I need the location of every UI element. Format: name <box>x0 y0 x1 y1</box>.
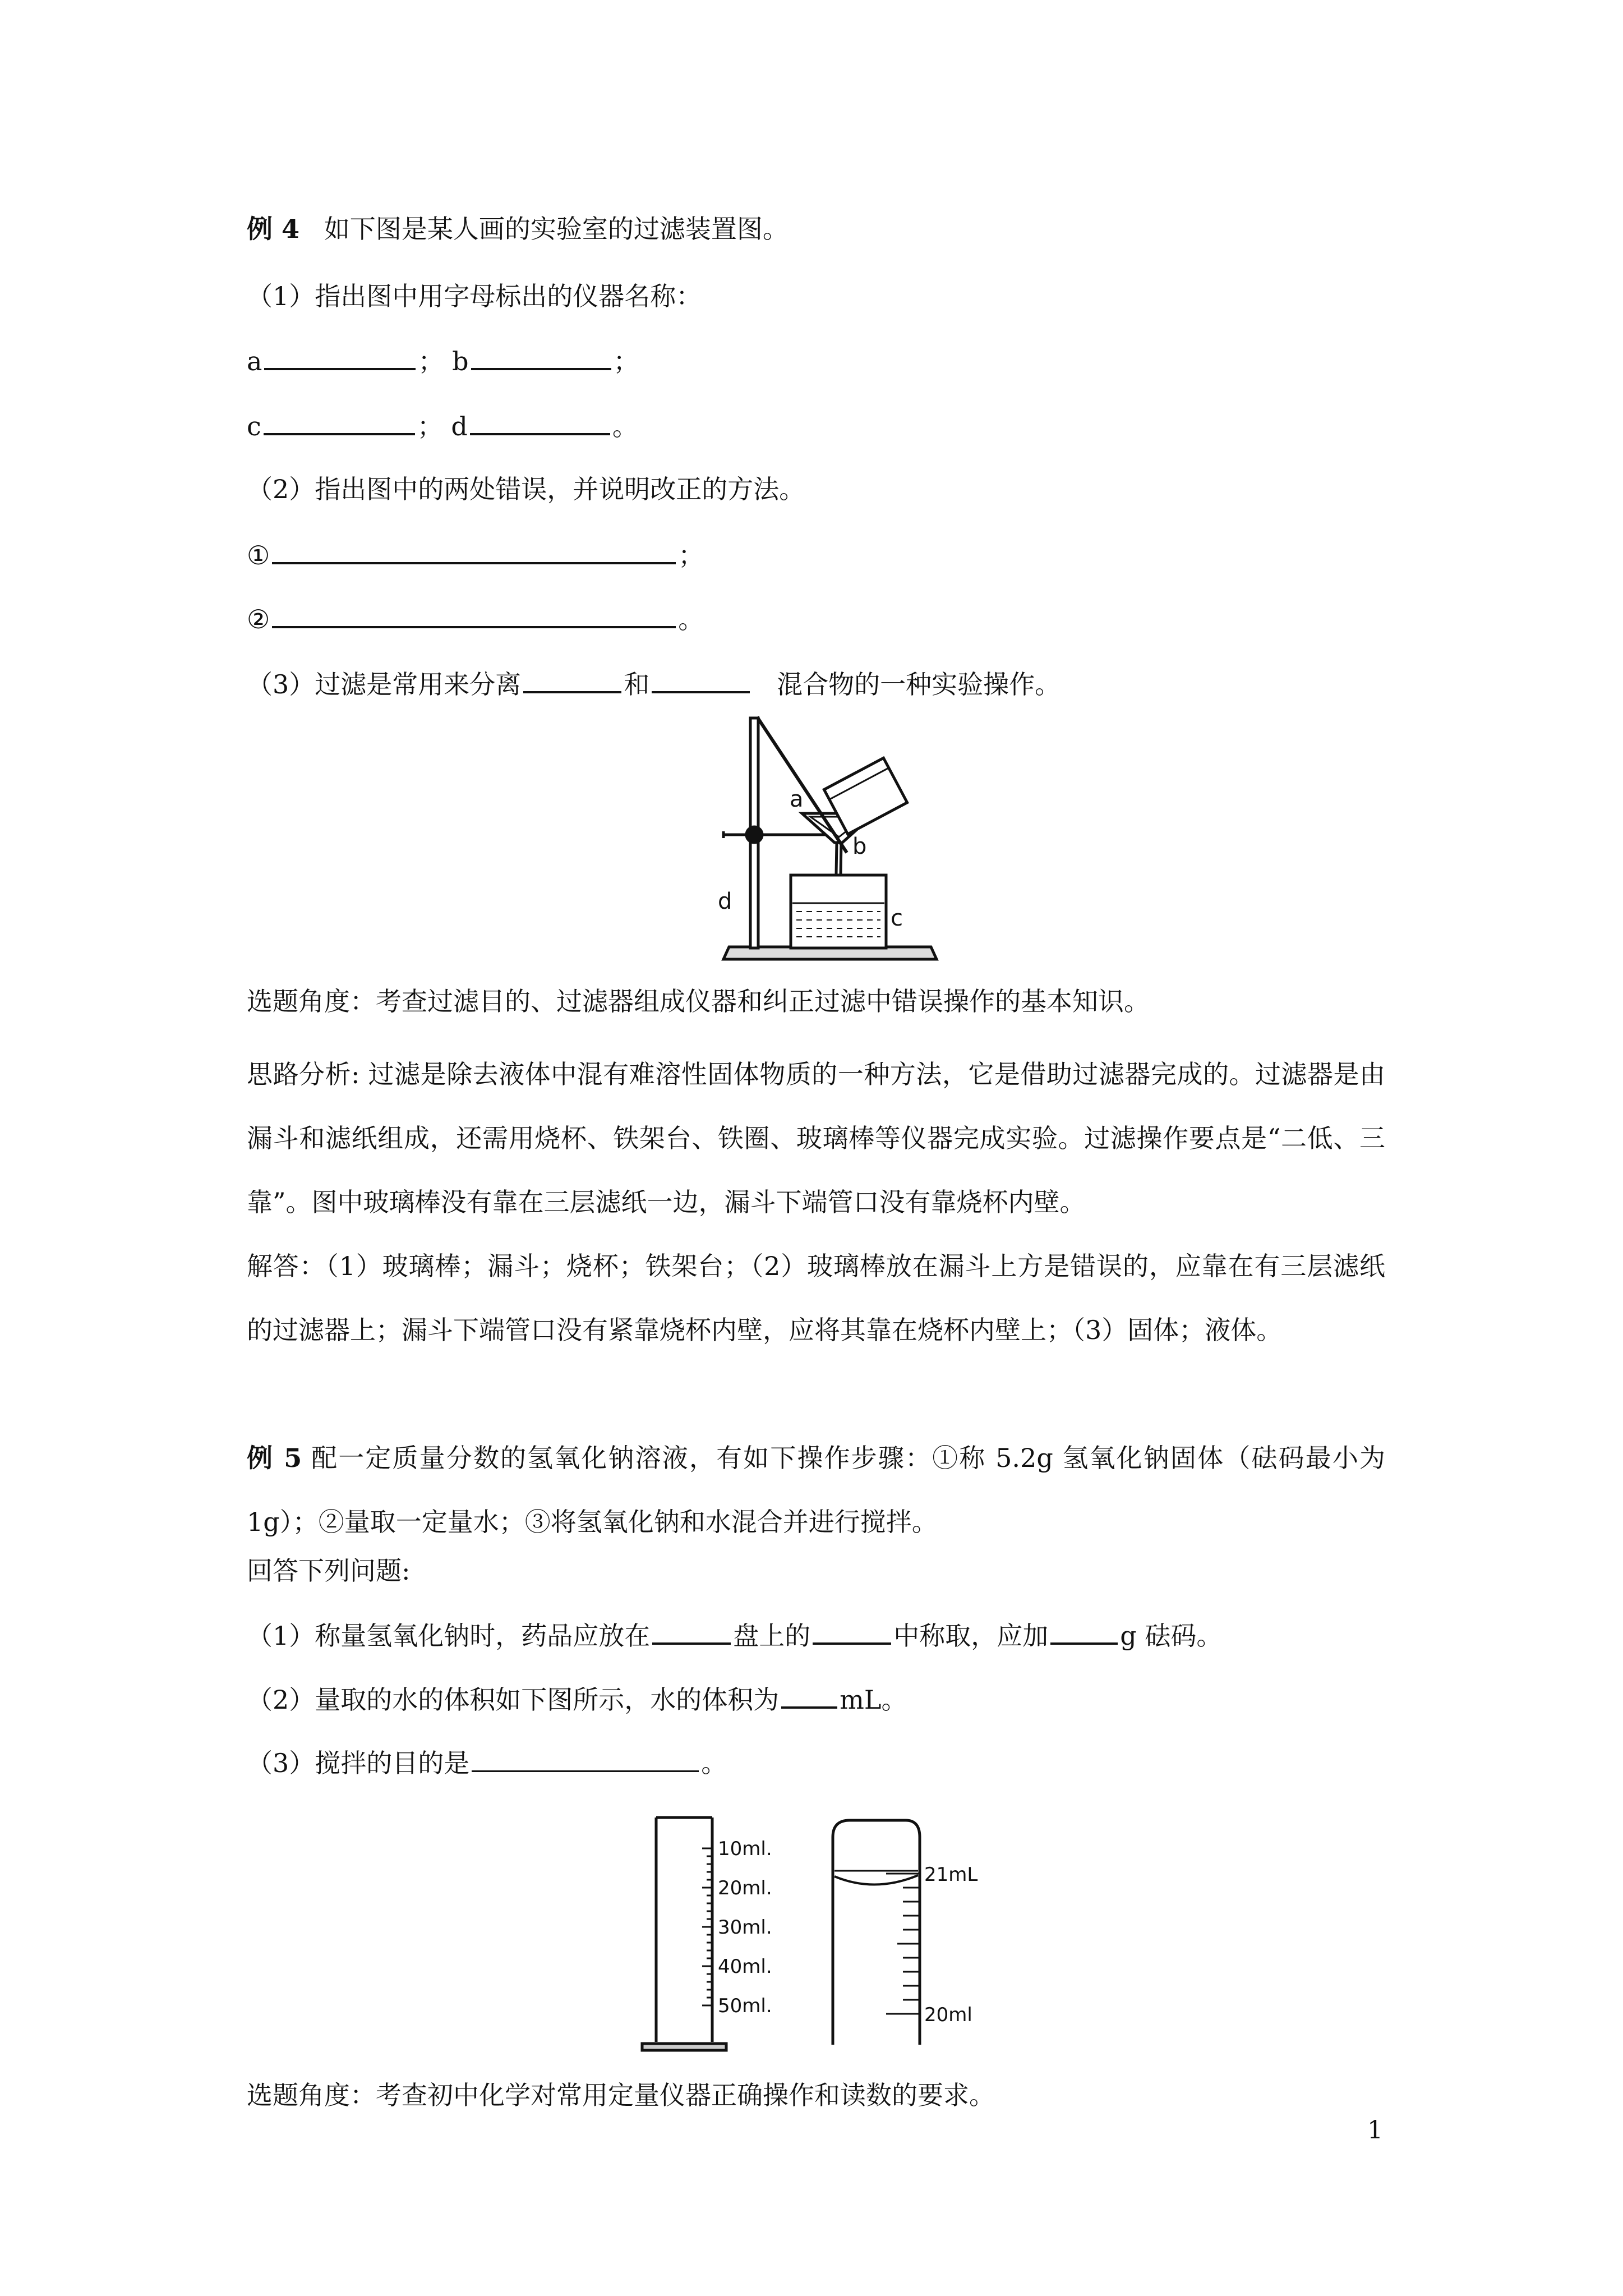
figure-label-c: c <box>891 905 903 931</box>
ex4-q2: （2）指出图中的两处错误，并说明改正的方法。 <box>247 474 805 504</box>
q3-text-c: 混合物的一种实验操作。 <box>777 669 1061 700</box>
ex4-angle: 选题角度：考查过滤目的、过滤器组成仪器和纠正过滤中错误操作的基本知识。 <box>247 986 1150 1016</box>
blank-c[interactable] <box>264 408 415 435</box>
blank-ex5-q3[interactable] <box>472 1746 699 1772</box>
q3-text-b: 和 <box>624 669 650 700</box>
ex4-blanks-cd <box>247 408 638 443</box>
ex4-label: 例 4 <box>247 214 300 244</box>
q3-text-a: （3）过滤是常用来分离 <box>247 669 522 700</box>
blank-ex5-q1-1[interactable] <box>652 1618 731 1645</box>
circle-1: ① <box>247 540 270 570</box>
ex5-q1-text-a: （1）称量氢氧化钠时，药品应放在 <box>247 1621 651 1651</box>
figure-label-a: a <box>790 786 804 812</box>
ex5-q2-text-b: mL。 <box>840 1685 907 1715</box>
page-number: 1 <box>1367 2116 1383 2145</box>
label-b: b <box>452 346 469 376</box>
circle-2: ② <box>247 604 270 634</box>
ex5-stem: 配一定质量分数的氢氧化钠溶液，有如下操作步骤：①称 5.2g 氢氧化钠固体（砝码最小为 1g）；②量取一定量水；③将氢氧化钠和水混合并进行搅拌。 <box>247 1443 1385 1537</box>
ex5-title <box>247 1426 1385 1554</box>
ex4-answer: 解答：（1）玻璃棒；漏斗；烧杯；铁架台；（2）玻璃棒放在漏斗上方是错误的，应靠在有三层滤纸的过滤器上；漏斗下端管口没有紧靠烧杯内壁，应将其靠在烧杯内壁上；（3）固体；液体。 <box>247 1251 1385 1345</box>
figure-label-b: b <box>852 834 867 859</box>
ex4-blanks-ab <box>247 343 639 378</box>
ex5-q3 <box>247 1746 727 1780</box>
blank-a[interactable] <box>264 343 416 370</box>
ex4-error-2 <box>247 601 704 636</box>
figure-label-d: d <box>718 889 732 914</box>
blank-q3-2[interactable] <box>652 666 750 693</box>
cyl-label-40: 40ml. <box>718 1955 772 1978</box>
ex4-error-1 <box>247 537 704 572</box>
label-c: c <box>247 411 261 441</box>
blank-q3-1[interactable] <box>523 666 621 693</box>
separator: ； <box>418 346 444 376</box>
blank-error-2[interactable] <box>272 601 676 628</box>
ex5-q1-text-c: 中称取，应加 <box>893 1621 1049 1651</box>
cyl-label-50: 50ml. <box>718 1995 772 2017</box>
ex5-q1 <box>247 1618 1222 1653</box>
ex4-q3 <box>247 666 1061 701</box>
blank-error-1[interactable] <box>272 537 676 564</box>
ex4-stem: 如下图是某人画的实验室的过滤装置图。 <box>324 214 789 244</box>
graduated-cylinder-figure <box>639 1809 1043 2067</box>
cyl-label-20ml: 20ml <box>924 2004 972 2026</box>
period: 。 <box>678 604 704 634</box>
ex4-title <box>247 212 789 246</box>
label-a: a <box>247 346 262 376</box>
separator: ； <box>613 346 639 376</box>
separator: ； <box>678 540 704 570</box>
separator: ； <box>417 411 443 441</box>
blank-ex5-q2[interactable] <box>781 1682 837 1709</box>
ex5-q2-text-a: （2）量取的水的体积如下图所示，水的体积为 <box>247 1685 780 1715</box>
blank-ex5-q1-2[interactable] <box>813 1618 891 1645</box>
blank-ex5-q1-3[interactable] <box>1050 1618 1118 1645</box>
ex4-analysis: 思路分析: 过滤是除去液体中混有难溶性固体物质的一种方法，它是借助过滤器完成的。过滤器是由漏斗和滤纸组成，还需用烧杯、铁架台、铁圈、玻璃棒等仪器完成实验。过滤操作要点是“二低、三靠”。图中玻璃棒没有靠在三层滤纸一边，漏斗下端管口没有靠烧杯内壁。 <box>247 1059 1385 1217</box>
cyl-label-20: 20ml. <box>718 1877 772 1899</box>
cyl-label-10: 10ml. <box>718 1838 772 1860</box>
blank-b[interactable] <box>471 343 611 370</box>
ex5-label: 例 5 <box>247 1443 302 1473</box>
filtration-apparatus-figure <box>712 712 948 970</box>
period: 。 <box>612 411 638 441</box>
ex5-angle: 选题角度：考查初中化学对常用定量仪器正确操作和读数的要求。 <box>247 2080 995 2110</box>
ex5-q3-text-b: 。 <box>701 1748 727 1778</box>
ex5-ask: 回答下列问题: <box>247 1556 411 1586</box>
cyl-label-30: 30ml. <box>718 1916 772 1939</box>
label-d: d <box>451 411 468 441</box>
ex5-q2 <box>247 1682 907 1717</box>
cyl-label-21ml: 21mL <box>924 1864 978 1886</box>
ex5-q1-text-d: g 砝码。 <box>1120 1621 1223 1651</box>
ex5-q3-text-a: （3）搅拌的目的是 <box>247 1748 470 1778</box>
blank-d[interactable] <box>470 408 610 435</box>
ex5-q1-text-b: 盘上的 <box>733 1621 811 1651</box>
ex4-q1: （1）指出图中用字母标出的仪器名称： <box>247 281 702 311</box>
